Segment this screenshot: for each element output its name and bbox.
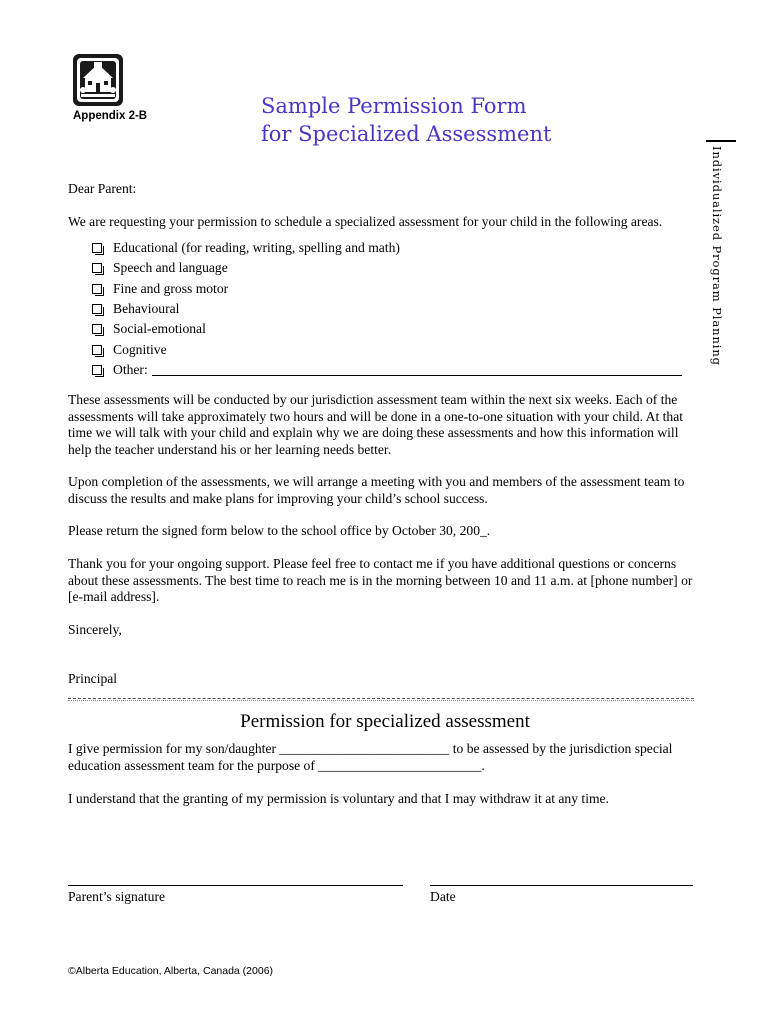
signatory: Principal xyxy=(68,671,118,686)
meeting-paragraph: Upon completion of the assessments, we will arrange a meeting with you and members of the assessment team to discuss the results and make plans for improving your child’s school success. xyxy=(68,474,685,506)
list-item xyxy=(92,360,702,380)
list-item xyxy=(92,279,702,299)
date-field[interactable] xyxy=(430,885,693,886)
title-line-2: for Specialized Assessment xyxy=(261,122,552,146)
area-label: Behavioural xyxy=(113,301,180,317)
list-item xyxy=(92,238,702,258)
schoolhouse-icon xyxy=(73,54,123,106)
closing: Sincerely, xyxy=(68,622,122,637)
checkbox[interactable] xyxy=(92,345,102,355)
copyright-footer: ©Alberta Education, Alberta, Canada (2006) xyxy=(68,965,274,977)
assessment-paragraph: These assessments will be conducted by our jurisdiction assessment team within the next six weeks. Each of the assessments will take approximately two hours and will be done in a one-to-one situation with your child. At that time we will talk with your child and explain why we are doing these assessments and how this information will help the teacher understand his or her learning needs better. xyxy=(68,392,684,457)
checkbox[interactable] xyxy=(92,324,102,334)
list-item xyxy=(92,339,702,359)
permission-statement: I give permission for my son/daughter _________________________ to be assessed by the jurisdiction special education assessment team for the purpose of ________________________. xyxy=(68,741,673,773)
list-item xyxy=(92,299,702,319)
checkbox[interactable] xyxy=(92,304,102,314)
return-paragraph: Please return the signed form below to the school office by October 30, 200_. xyxy=(68,523,491,538)
checkbox[interactable] xyxy=(92,365,102,375)
assessment-area-checklist xyxy=(92,238,702,380)
page-title xyxy=(261,92,551,148)
contact-paragraph: Thank you for your ongoing support. Please feel free to contact me if you have additional questions or concerns about these assessments. The best time to reach me is in the morning between 10 and 11 a.m. at [phone number] or [e-mail address]. xyxy=(68,556,693,605)
salutation: Dear Parent: xyxy=(68,181,137,196)
area-label: Other: xyxy=(113,361,148,377)
checkbox[interactable] xyxy=(92,263,102,273)
appendix-label: Appendix 2-B xyxy=(73,110,148,122)
area-label: Speech and language xyxy=(113,260,228,276)
title-line-1: Sample Permission Form xyxy=(261,94,527,118)
area-label: Educational (for reading, writing, spelling and math) xyxy=(113,240,400,256)
checkbox[interactable] xyxy=(92,284,102,294)
parent-signature-label: Parent’s signature xyxy=(68,889,166,904)
side-rule xyxy=(706,140,736,142)
area-label: Fine and gross motor xyxy=(113,280,229,296)
list-item xyxy=(92,258,702,278)
cut-line xyxy=(68,698,694,699)
cut-line-dots xyxy=(68,700,694,701)
side-section-label: Individualized Program Planning xyxy=(710,146,724,366)
date-label: Date xyxy=(430,889,456,904)
permission-title: Permission for specialized assessment xyxy=(240,711,530,732)
parent-signature-field[interactable] xyxy=(68,885,403,886)
area-label: Social-emotional xyxy=(113,321,206,337)
checkbox[interactable] xyxy=(92,243,102,253)
list-item xyxy=(92,319,702,339)
other-field[interactable] xyxy=(152,363,682,376)
voluntary-statement: I understand that the granting of my permission is voluntary and that I may withdraw it at any time. xyxy=(68,791,609,806)
intro-paragraph: We are requesting your permission to schedule a specialized assessment for your child in the following areas. xyxy=(68,214,663,229)
area-label: Cognitive xyxy=(113,341,167,357)
